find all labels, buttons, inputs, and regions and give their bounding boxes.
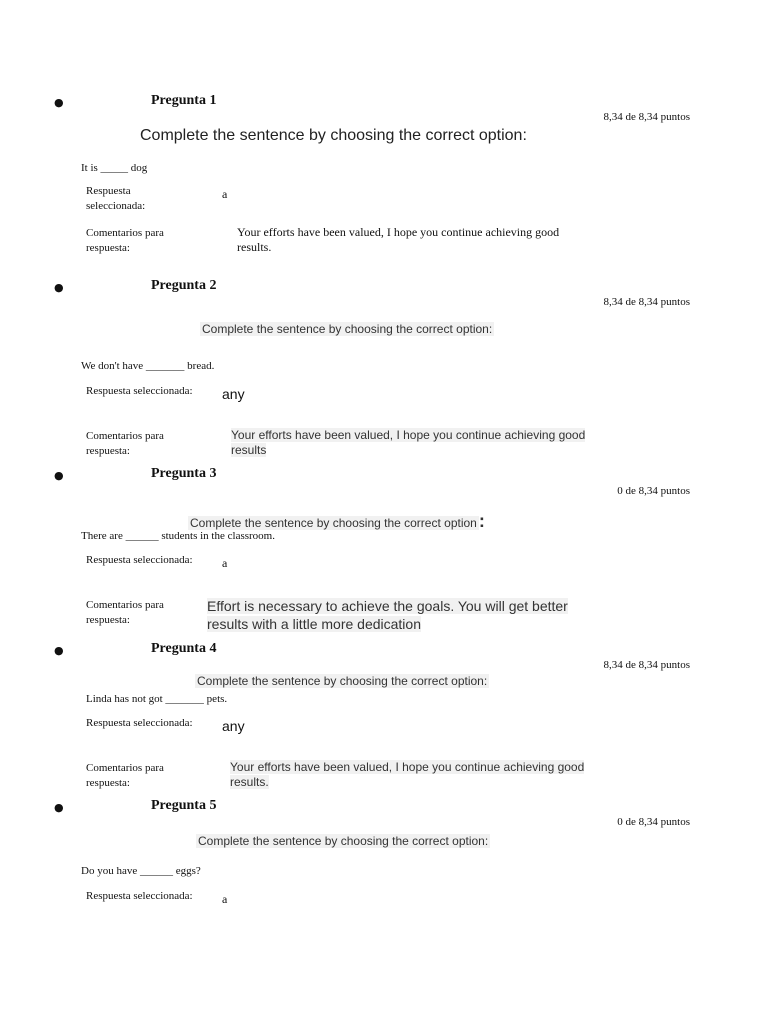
question-title: Pregunta 2 <box>151 278 217 293</box>
selected-answer: a <box>222 892 228 906</box>
question-title: Pregunta 3 <box>151 466 217 481</box>
comment-label: Comentarios para respuesta: <box>86 430 164 457</box>
feedback-comment: Your efforts have been valued, I hope you continue achieving good results <box>231 428 586 457</box>
selected-answer: any <box>222 386 245 402</box>
question-points: 8,34 de 8,34 puntos <box>603 659 690 671</box>
bullet: ● <box>54 281 64 294</box>
question-sentence: Linda has not got _______ pets. <box>86 693 228 705</box>
question-sentence: It is _____ dog <box>81 162 148 174</box>
question-points: 0 de 8,34 puntos <box>617 816 690 828</box>
selected-answer-label: Respuesta seleccionada: <box>86 554 193 566</box>
bullet: ● <box>54 801 64 814</box>
question-points: 8,34 de 8,34 puntos <box>603 296 690 308</box>
selected-answer-label: Respuesta seleccionada: <box>86 717 193 729</box>
feedback-comment: Your efforts have been valued, I hope you continue achieving good results. <box>230 760 585 789</box>
question-prompt: Complete the sentence by choosing the correct option: <box>140 127 527 144</box>
question-points: 0 de 8,34 puntos <box>617 485 690 497</box>
bullet: ● <box>54 96 64 109</box>
question-sentence: There are ______ students in the classroom. <box>81 530 275 542</box>
bullet: ● <box>54 644 64 657</box>
question-sentence: We don't have _______ bread. <box>81 360 215 372</box>
question-title: Pregunta 4 <box>151 641 217 656</box>
question-title: Pregunta 5 <box>151 798 217 813</box>
question-sentence: Do you have ______ eggs? <box>81 865 201 877</box>
selected-answer-label: Respuesta seleccionada: <box>86 890 193 902</box>
feedback-comment: Effort is necessary to achieve the goals. You will get better results with a little more dedication <box>207 598 568 632</box>
bullet: ● <box>54 469 64 482</box>
prompt-colon: : <box>478 511 485 531</box>
selected-answer-label: Respuesta seleccionada: <box>86 185 146 212</box>
question-prompt: Complete the sentence by choosing the correct option: <box>197 674 488 688</box>
question-prompt: Complete the sentence by choosing the correct option: <box>202 322 493 336</box>
feedback-comment: Your efforts have been valued, I hope you continue achieving good results. <box>237 225 560 254</box>
comment-label: Comentarios para respuesta: <box>86 762 164 789</box>
question-points: 8,34 de 8,34 puntos <box>603 111 690 123</box>
question-title: Pregunta 1 <box>151 93 217 108</box>
question-prompt: Complete the sentence by choosing the correct option: <box>198 834 489 848</box>
selected-answer-label: Respuesta seleccionada: <box>86 385 193 397</box>
selected-answer: a <box>222 187 228 201</box>
question-prompt: Complete the sentence by choosing the correct option <box>190 516 477 530</box>
selected-answer: any <box>222 718 245 734</box>
comment-label: Comentarios para respuesta: <box>86 599 164 626</box>
comment-label: Comentarios para respuesta: <box>86 227 164 254</box>
selected-answer: a <box>222 556 228 570</box>
